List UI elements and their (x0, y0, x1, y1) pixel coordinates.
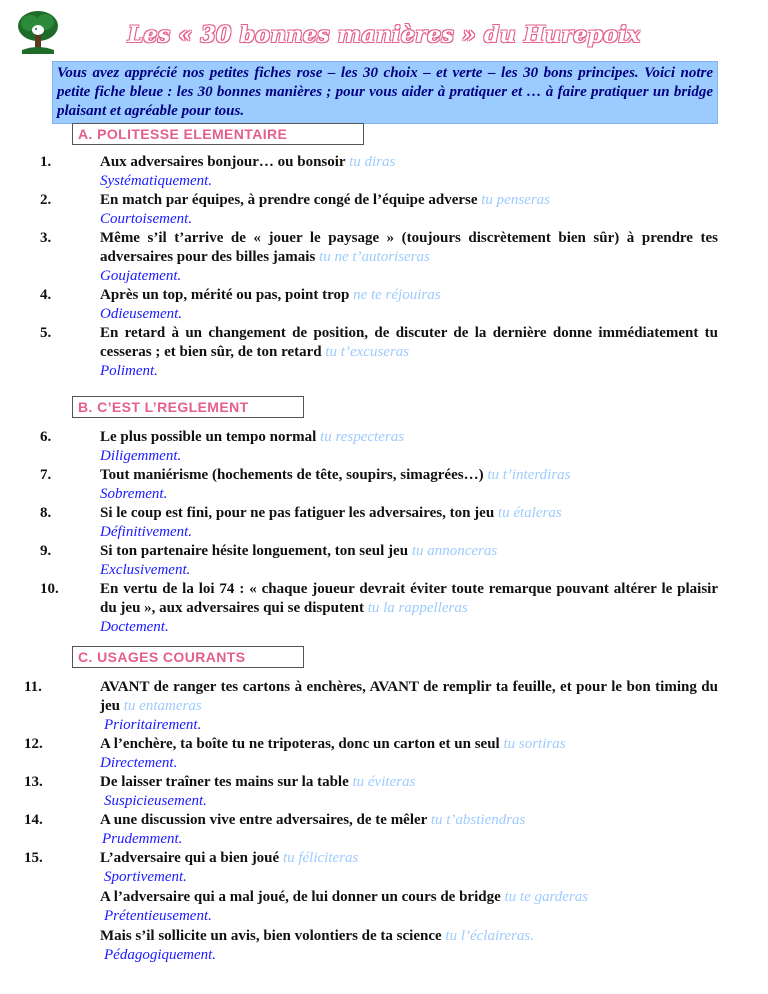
rule-4: 4. Après un top, mérité ou pas, point trop ne te réjouiras Odieusement. (70, 286, 718, 324)
rule-15bis: A l’adversaire qui a mal joué, de lui donner un cours de bridge tu te garderas Prétentieusement. (16, 887, 718, 926)
section-b-rules (40, 428, 718, 637)
section-heading-c: C. USAGES COURANTS (72, 646, 304, 668)
section-c-rules (24, 678, 718, 965)
rule-15-adverb: Sportivement. (104, 869, 187, 885)
rule-10-adverb: Doctement. (100, 619, 169, 635)
rule-3-adverb: Goujatement. (100, 268, 182, 284)
rule-14-adverb: Prudemment. (102, 831, 183, 847)
rule-15ter: Mais s’il sollicite un avis, bien volontiers de ta science tu l’éclaireras. Pédagogiquement. (16, 926, 718, 965)
rule-5: 5. En retard à un changement de position, de discuter de la dernière donne immédiatement tu cesseras ; et bien sûr, de ton retard tu t’excuseras Poliment. (40, 325, 718, 379)
rule-6-adverb: Diligemment. (100, 448, 182, 464)
section-heading-b: B. C’EST L’REGLEMENT (72, 396, 304, 418)
rule-11: 11. AVANT de ranger tes cartons à enchères, AVANT de remplir ta feuille, et pour le bon timing du jeu tu entameras Prioritairement. (24, 679, 718, 733)
page-title: Les « 30 bonnes manières » du Hurepoix (127, 22, 641, 48)
rule-15: 15. L’adversaire qui a bien joué tu féliciteras Sportivement. (62, 849, 718, 887)
rule-8-adverb: Définitivement. (100, 524, 193, 540)
rule-7-adverb: Sobrement. (100, 486, 168, 502)
rule-1: 1. Aux adversaires bonjour… ou bonsoir tu diras Systématiquement. (70, 153, 718, 191)
rule-3: 3. Même s’il t’arrive de « jouer le paysage » (toujours discrètement bien sûr) à prendre tes adversaires pour des billes jamais tu ne t’autoriseras Goujatement. (40, 230, 718, 284)
rule-7: 7. Tout maniérisme (hochements de tête, soupirs, simagrées…) tu t’interdiras Sobrement. (70, 466, 718, 504)
rule-4-adverb: Odieusement. (100, 306, 183, 322)
rule-2: 2. En match par équipes, à prendre congé de l’équipe adverse tu penseras Courtoisement. (70, 191, 718, 229)
rule-12-adverb: Directement. (100, 755, 178, 771)
rule-13-adverb: Suspicieusement. (104, 793, 207, 809)
rule-9-adverb: Exclusivement. (100, 562, 191, 578)
rule-15ter-adverb: Pédagogiquement. (104, 947, 217, 963)
rule-9: 9. Si ton partenaire hésite longuement, ton seul jeu tu annonceras Exclusivement. (70, 542, 718, 580)
rule-14: 14. A une discussion vive entre adversaires, de te mêler tu t’abstiendras Prudemment. (62, 811, 718, 849)
rule-11-adverb: Prioritairement. (104, 717, 202, 733)
rule-1-adverb: Systématiquement. (100, 173, 213, 189)
section-a-rules (40, 153, 718, 381)
rule-12: 12. A l’enchère, ta boîte tu ne tripoteras, donc un carton et un seul tu sortiras Directement. (62, 735, 718, 773)
intro-box: Vous avez apprécié nos petites fiches rose – les 30 choix – et verte – les 30 bons principes. Voici notre petite fiche bleue : les 30 bonnes manières ; pour vous aider à pratiquer et … à faire pratiquer un bridge plaisant et agréable pour tous. (52, 61, 718, 124)
section-heading-a: A. POLITESSE ELEMENTAIRE (72, 123, 364, 145)
rule-5-adverb: Poliment. (100, 363, 158, 379)
rule-8: 8. Si le coup est fini, pour ne pas fatiguer les adversaires, ton jeu tu étaleras Définitivement. (70, 504, 718, 542)
rule-6: 6. Le plus possible un tempo normal tu respecteras Diligemment. (70, 428, 718, 466)
rule-10: 10. En vertu de la loi 74 : « chaque joueur devrait éviter toute remarque pouvant altérer le plaisir du jeu », aux adversaires qui se disputent tu la rappelleras Doctement. (40, 581, 718, 635)
rule-13: 13. De laisser traîner tes mains sur la table tu éviteras Suspicieusement. (62, 773, 718, 811)
rule-15bis-adverb: Prétentieusement. (104, 908, 212, 924)
rule-2-adverb: Courtoisement. (100, 211, 193, 227)
